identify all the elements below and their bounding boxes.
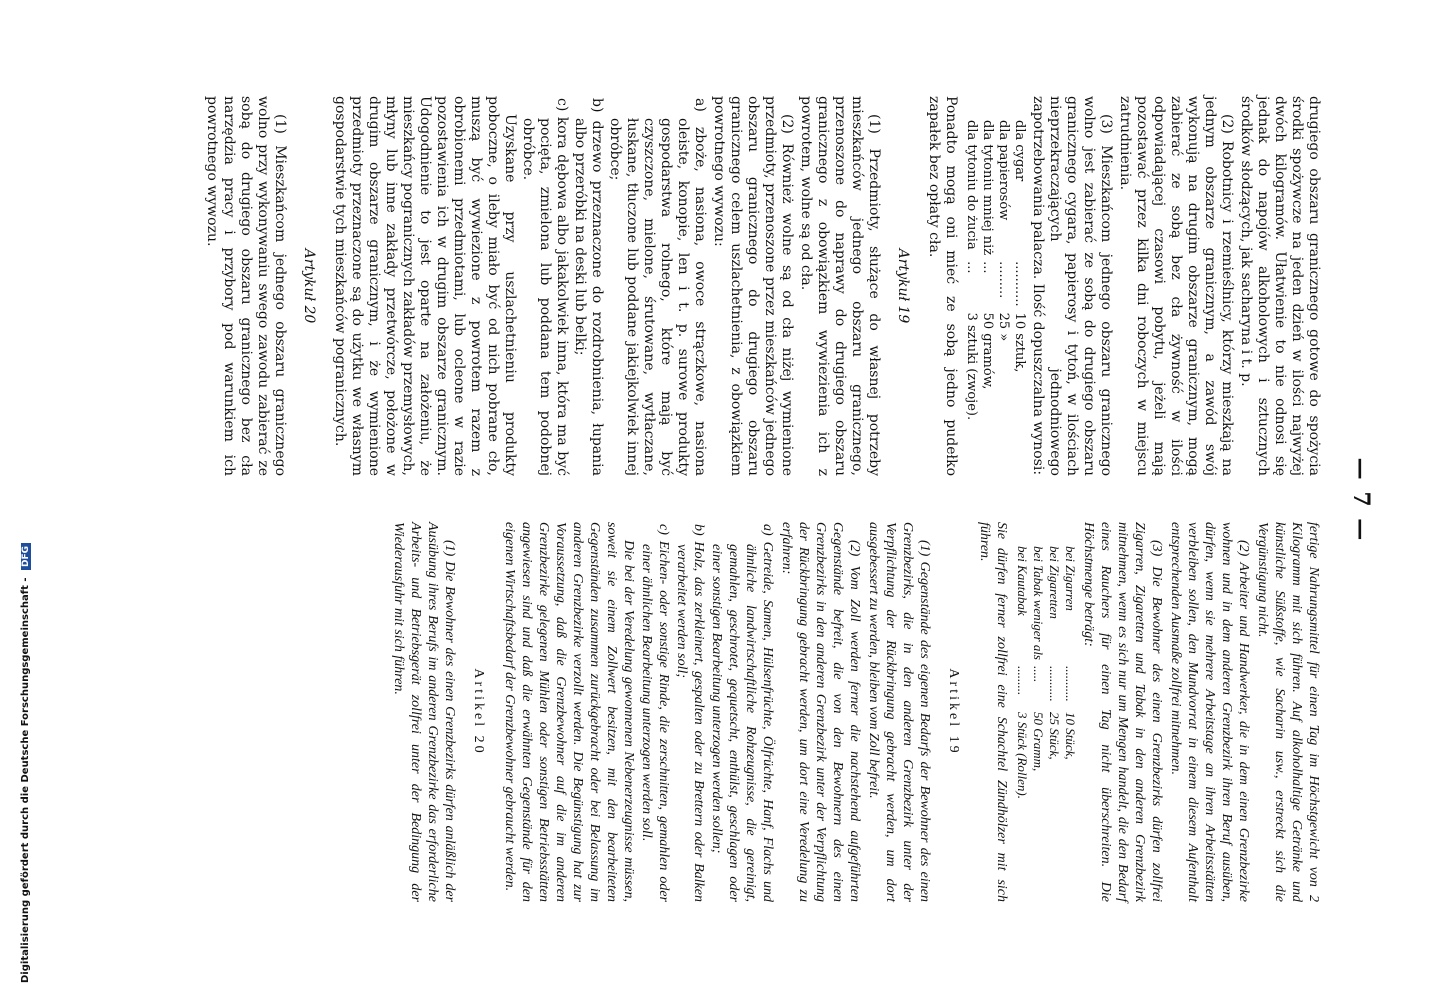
table-cell-item: bei Tabak weniger als	[1031, 546, 1046, 660]
paragraph: (2) Robotnicy i rzemieślnicy, którzy mieszkają na jednym obszarze granicznym, a zawód swój wykonują na drugim obszarze granicznym, mogą zabierać ze sobą bez cła żywność w ilości odpowiadającej czasowi pobytu, jeżeli mają pozostawać przez kilka dni roboczych w miejscu zatrudnienia.	[1117, 96, 1235, 476]
article-20-heading: Artikel 20	[471, 668, 486, 756]
paragraph: Die bei der Veredelung gewonnenen Nebenerzeugnisse müssen, soweit sie einem Zollwert besitzen, mit den bearbeiteten Gegenständen zusammen zurückgebracht oder bei Belassung im anderen Grenzbezirke verzollt werden. Die Begünstigung hat zur Voraussetzung, daß die Grenzbewohner auf die im anderen Grenzbezirke gelegenen Mühlen oder sonstigen Betriebsstätten angewiesen sind und daß die erwähnten Gegenstände für den eigenen Wirtschaftsbedarf der Grenzbewohner gebraucht werden.	[502, 522, 636, 902]
table-cell-item: bei Zigarren	[1063, 546, 1078, 611]
german-column	[388, 522, 1322, 902]
table-cell-amount: 3 sztuki (zwoje).	[964, 312, 979, 421]
table-cell-amount: 50 Gramm,	[1031, 712, 1046, 772]
table-row	[979, 120, 995, 426]
list-item: b) drzewo przeznaczone do rozdrobnienia, łupania albo przeróbki na deski lub belki;	[572, 98, 605, 476]
table-cell-dots: ...	[964, 261, 979, 274]
table-cell-dots: ...........	[1063, 666, 1078, 702]
table-cell-amount: 25 Stück,	[1047, 712, 1062, 760]
article-19-heading: Artykuł 19	[895, 248, 911, 324]
paragraph: (1) Gegenstände des eigenen Bedarfs der Bewohner des einen Grenzbezirks, die in den anderen Grenzbezirk unter der Verpflichtung der Rückbringung gebracht werden, um dort ausgebessert zu werden, bleiben vom Zoll befreit.	[866, 522, 932, 902]
table-cell-item: dla tytoniu do żucia	[964, 120, 979, 250]
paragraph: fertige Nahrungsmittel für einen Tag im Höchstgewicht von 2 Kilogramm mit sich führen. Auf alkoholhaltige Getränke und künstliche Süßstoffe, wie Sacharin usw., erstreckt sich die Vergünstigung nicht.	[1255, 522, 1321, 902]
table-cell-dots: .........	[996, 261, 1011, 299]
table-row	[995, 120, 1011, 426]
list-item: a) zboże, nasiona, owoce strączkowe, nasiona oleiste, konopie, len i t. p. surowe produkty gospodarstwa rolnego, które mają być czyszczone, mielone, śrutowane, wytłaczane, łuskane, tłuczone lub poddane jakiejkolwiek innej obróbce;	[607, 98, 708, 476]
table-row	[1030, 546, 1046, 805]
table-cell-dots: .........	[1015, 666, 1030, 696]
table-row	[1046, 546, 1062, 805]
table-cell-item: dla tytoniu mniej niż	[980, 120, 995, 256]
paragraph: (2) Arbeiter und Handwerker, die in dem einen Grenzbezirke wohnen und in dem anderen Grenzbezirk ihren Beruf ausüben, dürfen, wenn sie mehrere Arbeitstage an ihren Arbeitsstätten verbleiben sollen, den Mundvorrat in einem diesem Aufenthalt entsprechenden Ausmaße zollfrei mitnehmen.	[1168, 522, 1251, 902]
table-cell-dots: .....	[1031, 666, 1046, 683]
table-cell-item: dla papierosów	[996, 120, 1011, 221]
paragraph: (3) Die Bewohner des einen Grenzbezirks dürfen zollfrei Zigarren, Zigaretten und Tabak in den anderen Grenzbezirk mitnehmen, wenn es sich nur um Mengen handelt, die den Bedarf eines Rauchers für einen Tag nicht überschreiten. Die Höchstmenge beträgt:	[1081, 522, 1164, 902]
article-19-heading: Artikel 19	[946, 668, 961, 756]
table-cell-dots: ...........	[1047, 666, 1062, 702]
list-item: b) Holz, das zerkleinert, gespalten oder zu Brettern oder Balken verarbeitet werden soll;	[674, 524, 706, 902]
paragraph: (3) Mieszkańcom jednego obszaru granicznego wolno jest zabierać ze sobą do drugiego obszaru granicznego cygara, papierosy i tytoń, w ilościach nieprzekraczających jednodniowego zapotrzebowania palacza. Ilość dopuszczalna wynosi:	[1030, 96, 1114, 476]
table-row	[1014, 546, 1030, 805]
table-cell-dots: ...........	[1012, 261, 1027, 307]
paragraph: (1) Die Bewohner des einen Grenzbezirks dürfen anläßlich der Ausübung ihres Berufs im anderen Grenzbezirke das erforderliche Arbeits- und Betriebsgerät zollfrei unter der Bedingung der Wiederausfuhr mit sich führen.	[391, 522, 457, 902]
polish-column	[201, 96, 1322, 476]
dfg-logo: DFG	[21, 543, 31, 570]
paragraph: Ponadto mogą oni mieć ze sobą jedno pudełko zapałek bez opłaty cła.	[926, 96, 959, 476]
list-item: c) Eichen- oder sonstige Rinde, die zerschnitten, gemahlen oder einer ähnlichen Bearbeitung unterzogen werden soll.	[639, 524, 671, 902]
page-number: — 7 —	[1348, 457, 1374, 543]
table-cell-item: dla cygar	[1012, 120, 1027, 182]
table-row	[1011, 120, 1027, 426]
table-cell-amount: 50 gramów,	[980, 312, 995, 390]
table-cell-amount: 10 sztuk,	[1012, 312, 1027, 373]
digitization-note-text: Digitalisierung gefördert durch die Deutsche Forschungsgemeinschaft -	[20, 577, 31, 983]
table-cell-amount: 10 Stück,	[1063, 712, 1078, 760]
table-row	[1062, 546, 1078, 805]
paragraph: (1) Przedmioty, służące do własnej potrzeby mieszkańców jednego obszaru granicznego, przenoszone do naprawy do drugiego obszaru granicznego z obowiązkiem wywiezienia ich z powrotem, wolne są od cła.	[798, 96, 882, 476]
tobacco-allowance-table	[963, 120, 1027, 426]
paragraph: Uzyskane przy uszlachetnieniu produkty poboczne, o ileby miało być od nich pobrane cło, muszą być wywiezione z powrotem razem z obrobionemi przedmiotami, lub ocleone w razie pozostawienia ich w drugim obszarze granicznym. Udogodnienie to jest oparte na założeniu, że mieszkańcy pogranicznych zakładów przemysłowych, młyny lub inne zakłady przetwórcze, położone w drugim obszarze granicznym, i że wymienione przedmioty przeznaczone są do użytku we własnym gospodarstwie tych mieszkańców pogranicznych.	[332, 96, 518, 476]
table-row	[963, 120, 979, 426]
list-item: a) Getreide, Samen, Hülsenfrüchte, Ölfrüchte, Hanf, Flachs und ähnliche landwirtschaftliche Rohzeugnisse, die gereinigt, gemahlen, geschrotet, gequetscht, enthülst, geschlagen oder einer sonstigen Bearbeitung unterzogen werden sollen;	[709, 524, 775, 902]
paragraph: (2) Vom Zoll werden ferner die nachstehend aufgeführten Gegenstände befreit, die von den Bewohnern des einen Grenzbezirks in den anderen Grenzbezirk unter der Verpflichtung der Rückbringung gebracht werden, um dort eine Veredelung zu erfahren:	[779, 522, 862, 902]
list-item: c) kora dębowa albo jakakolwiek inna, która ma być pocięta, zmielona lub poddana tem podobnej obróbce.	[520, 98, 570, 476]
table-cell-amount: 25 »	[996, 312, 1011, 342]
paragraph: Sie dürfen ferner zollfrei eine Schachtel Zündhölzer mit sich führen.	[977, 522, 1009, 902]
article-20-heading: Artykuł 20	[301, 248, 317, 324]
digitization-note	[0, 0, 31, 1000]
table-cell-amount: 3 Stück (Rollen).	[1015, 712, 1030, 799]
table-cell-item: bei Zigaretten	[1047, 546, 1062, 619]
paragraph: (2) Również wolne są od cła niżej wymienione przedmioty, przenoszone przez mieszkańców jednego obszaru granicznego do drugiego obszaru granicznego celem uszlachetnienia, z obowiązkiem powrotnego wywozu:	[711, 96, 795, 476]
tobacco-allowance-table	[1014, 546, 1078, 805]
paragraph: (1) Mieszkańcom jednego obszaru granicznego wolno przy wykonywaniu swego zawodu zabierać ze sobą do drugiego obszaru granicznego bez cła narzędzia pracy i przybory pod warunkiem ich powrotnego wywozu.	[204, 96, 288, 476]
table-cell-item: bei Kautabak	[1015, 546, 1030, 616]
table-cell-dots: ...	[980, 261, 995, 274]
paragraph: drugiego obszaru granicznego gotowe do spożycia środki spożywcze na jeden dzień w ilości najwyżej dwóch kilogramów. Ułatwienie to nie odnosi się jednak do napojów alkoholowych i sztucznych środków słodzących, jak sacharyna i t. p.	[1238, 96, 1322, 476]
